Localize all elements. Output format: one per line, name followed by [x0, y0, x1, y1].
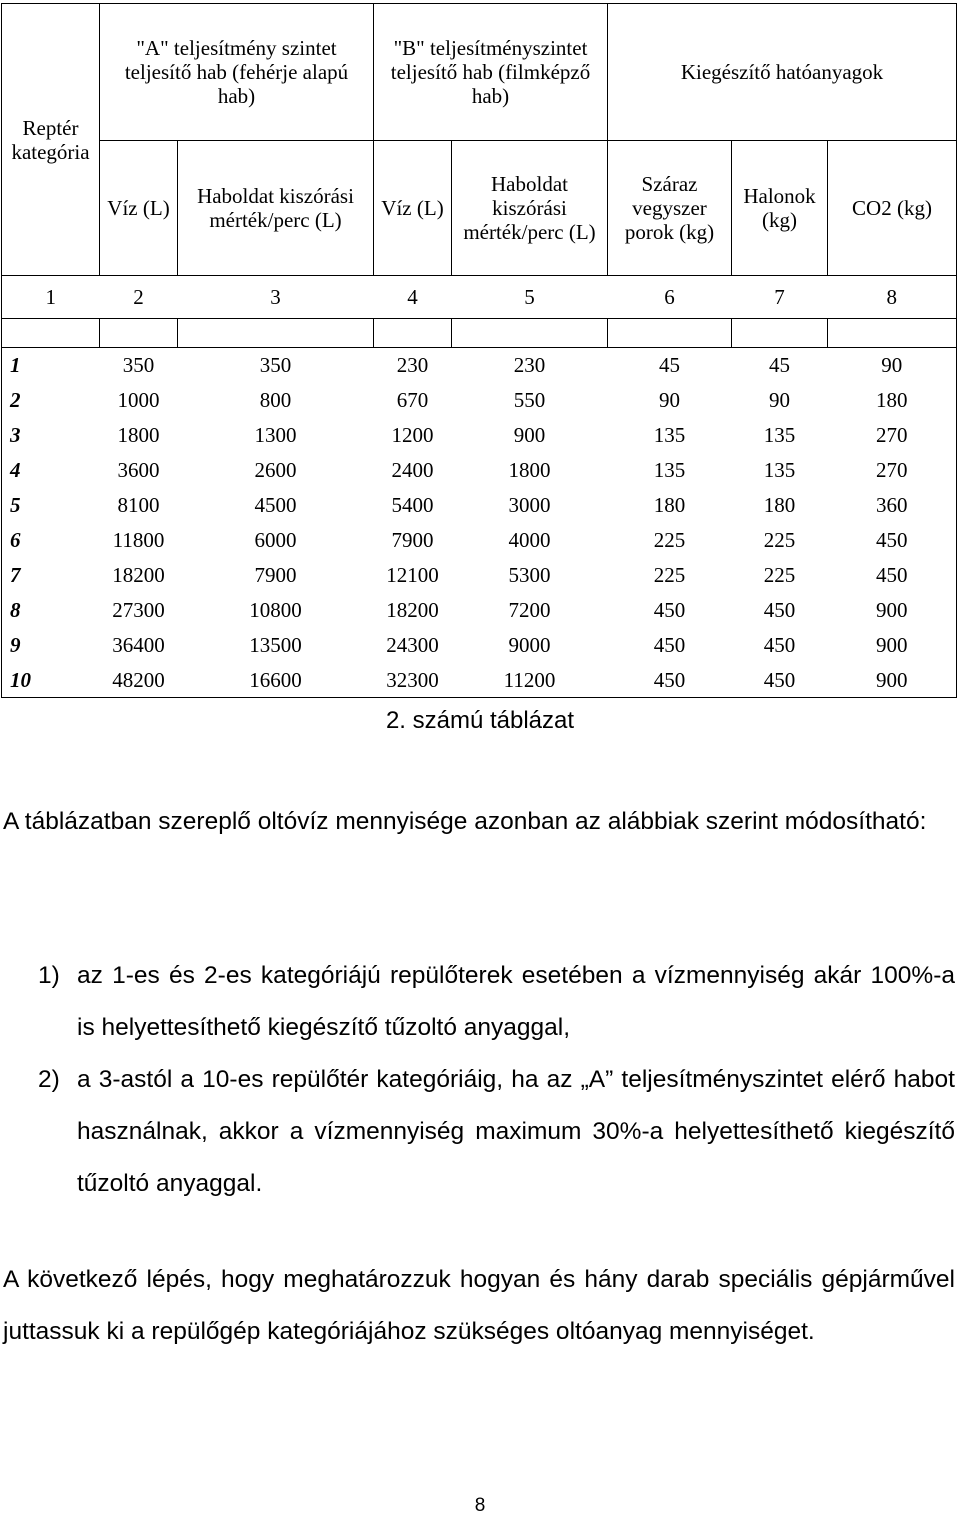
table-cell: 12100 — [386, 563, 439, 587]
table-cell: 350 — [100, 348, 178, 383]
table-row — [2, 558, 957, 593]
table-cell: 1800 — [117, 423, 160, 447]
table-row — [2, 593, 957, 628]
column-number: 2 — [100, 276, 178, 319]
table-cell: 7200 — [508, 598, 551, 622]
table-cell: 180 — [763, 493, 796, 517]
table-row — [2, 418, 957, 453]
header-group-b: "B" teljesítményszintet teljesítő hab (filmképző hab) — [374, 4, 608, 141]
table-cell: 360 — [828, 488, 957, 523]
table-cell: 13500 — [249, 633, 302, 657]
row-category-cell: 8 — [2, 593, 100, 628]
table-cell: 450 — [763, 598, 796, 622]
table-cell: 270 — [828, 453, 957, 488]
list-marker: 1) — [38, 962, 60, 989]
table-cell: 230 — [452, 348, 608, 383]
table-cell: 225 — [653, 528, 686, 552]
table-cell: 180 — [828, 383, 957, 418]
table-cell: 135 — [653, 423, 686, 447]
extinguishing-agent-table — [1, 3, 957, 698]
table-cell: 550 — [513, 388, 546, 412]
table-header-row-2 — [2, 141, 957, 276]
table-cell: 135 — [763, 423, 796, 447]
list-item-text: az 1-es és 2-es kategóriájú repülőterek esetében a vízmennyiség akár 100%-a is helyettesíthető kiegészítő tűzoltó anyaggal, — [77, 962, 955, 1041]
table-cell: 45 — [608, 348, 732, 383]
paragraph-modification: A táblázatban szereplő oltóvíz mennyisége azonban az alábbiak szerint módosítható: — [3, 808, 927, 835]
table-cell: 135 — [653, 458, 686, 482]
table-cell: 225 — [763, 563, 796, 587]
table-row — [2, 348, 957, 383]
row-category-cell: 6 — [2, 523, 100, 558]
row-category-cell: 3 — [2, 418, 100, 453]
column-number: 4 — [374, 276, 452, 319]
table-row — [2, 453, 957, 488]
table-cell: 5400 — [391, 493, 434, 517]
column-number: 3 — [178, 276, 374, 319]
table-cell: 225 — [653, 563, 686, 587]
column-number: 5 — [452, 276, 608, 319]
table-cell: 4000 — [508, 528, 551, 552]
table-cell: 450 — [828, 523, 957, 558]
table-cell: 7900 — [254, 563, 297, 587]
table-cell: 270 — [828, 418, 957, 453]
table-cell: 6000 — [254, 528, 297, 552]
header-b-water: Víz (L) — [374, 141, 452, 276]
table-cell: 11800 — [112, 528, 165, 552]
table-cell: 5300 — [508, 563, 551, 587]
header-a-water: Víz (L) — [100, 141, 178, 276]
table-row — [2, 488, 957, 523]
table-header-row-1 — [2, 4, 957, 141]
row-category-cell: 9 — [2, 628, 100, 663]
table-cell: 90 — [769, 388, 790, 412]
table-cell: 36400 — [112, 633, 165, 657]
table-cell: 230 — [374, 348, 452, 383]
table-cell: 24300 — [386, 633, 439, 657]
table-cell: 450 — [653, 598, 686, 622]
column-number: 8 — [828, 276, 957, 319]
table-cell: 900 — [513, 423, 546, 447]
table-cell: 90 — [828, 348, 957, 383]
table-cell: 18200 — [386, 598, 439, 622]
table-cell: 800 — [259, 388, 292, 412]
table-cell: 9000 — [508, 633, 551, 657]
table-cell: 18200 — [112, 563, 165, 587]
table-cell: 16600 — [178, 663, 374, 698]
list-item-text: a 3-astól a 10-es repülőtér kategóriáig, ha az „A” teljesítményszintet elérő habot használnak, akkor a vízmennyiség maximum 30%-a helyettesíthető kiegészítő tűzoltó anyaggal. — [77, 1066, 955, 1197]
table-cell: 900 — [828, 628, 957, 663]
table-cell: 350 — [178, 348, 374, 383]
header-category: Reptér kategória — [2, 4, 100, 276]
row-category-cell: 5 — [2, 488, 100, 523]
table-cell: 2400 — [391, 458, 434, 482]
column-number: 6 — [608, 276, 732, 319]
table-cell: 32300 — [374, 663, 452, 698]
table-cell: 3600 — [117, 458, 160, 482]
table-row — [2, 523, 957, 558]
table-cell: 450 — [763, 633, 796, 657]
table-cell: 900 — [828, 593, 957, 628]
table-cell: 1000 — [117, 388, 160, 412]
table-cell: 450 — [653, 633, 686, 657]
table-caption: 2. számú táblázat — [385, 707, 575, 734]
column-number: 1 — [2, 276, 100, 319]
header-a-foam-rate: Haboldat kiszórási mérték/perc (L) — [178, 141, 374, 276]
table-cell: 8100 — [117, 493, 160, 517]
table-cell: 450 — [608, 663, 732, 698]
row-category-cell: 2 — [2, 383, 100, 418]
list-marker: 2) — [38, 1066, 60, 1093]
list-item — [38, 1054, 955, 1210]
row-category-cell: 7 — [2, 558, 100, 593]
table-cell: 10800 — [249, 598, 302, 622]
modification-list — [38, 950, 955, 1210]
row-category-cell: 1 — [2, 348, 100, 383]
table-cell: 225 — [763, 528, 796, 552]
page-number: 8 — [474, 1495, 486, 1516]
header-group-extra: Kiegészítő hatóanyagok — [608, 4, 957, 141]
row-category-cell: 10 — [2, 663, 100, 698]
table-cell: 1800 — [508, 458, 551, 482]
table-cell: 3000 — [508, 493, 551, 517]
table-row — [2, 383, 957, 418]
table-row — [2, 663, 957, 698]
table-cell: 670 — [396, 388, 429, 412]
spacer-row — [2, 319, 957, 348]
table-cell: 11200 — [452, 663, 608, 698]
column-number-row — [2, 276, 957, 319]
table-cell: 450 — [732, 663, 828, 698]
table-cell: 1300 — [254, 423, 297, 447]
column-number: 7 — [732, 276, 828, 319]
table-cell: 135 — [763, 458, 796, 482]
header-co2: CO2 (kg) — [828, 141, 957, 276]
table-cell: 4500 — [254, 493, 297, 517]
table-cell: 7900 — [391, 528, 434, 552]
table-row — [2, 628, 957, 663]
table-cell: 27300 — [112, 598, 165, 622]
table-cell: 48200 — [100, 663, 178, 698]
table-cell: 180 — [653, 493, 686, 517]
header-dry-powder: Száraz vegyszer porok (kg) — [608, 141, 732, 276]
row-category-cell: 4 — [2, 453, 100, 488]
table-cell: 900 — [828, 663, 957, 698]
list-item — [38, 950, 955, 1054]
header-halon: Halonok (kg) — [732, 141, 828, 276]
header-b-foam-rate: Haboldat kiszórási mérték/perc (L) — [452, 141, 608, 276]
table-cell: 45 — [732, 348, 828, 383]
table-cell: 90 — [659, 388, 680, 412]
table-cell: 2600 — [254, 458, 297, 482]
table-cell: 1200 — [391, 423, 434, 447]
table-cell: 450 — [828, 558, 957, 593]
paragraph-next-step: A következő lépés, hogy meghatározzuk hogyan és hány darab speciális gépjárművel juttassuk ki a repülőgép kategóriájához szükséges oltóanyag mennyiséget. — [3, 1266, 955, 1345]
header-group-a: "A" teljesítmény szintet teljesítő hab (fehérje alapú hab) — [100, 4, 374, 141]
